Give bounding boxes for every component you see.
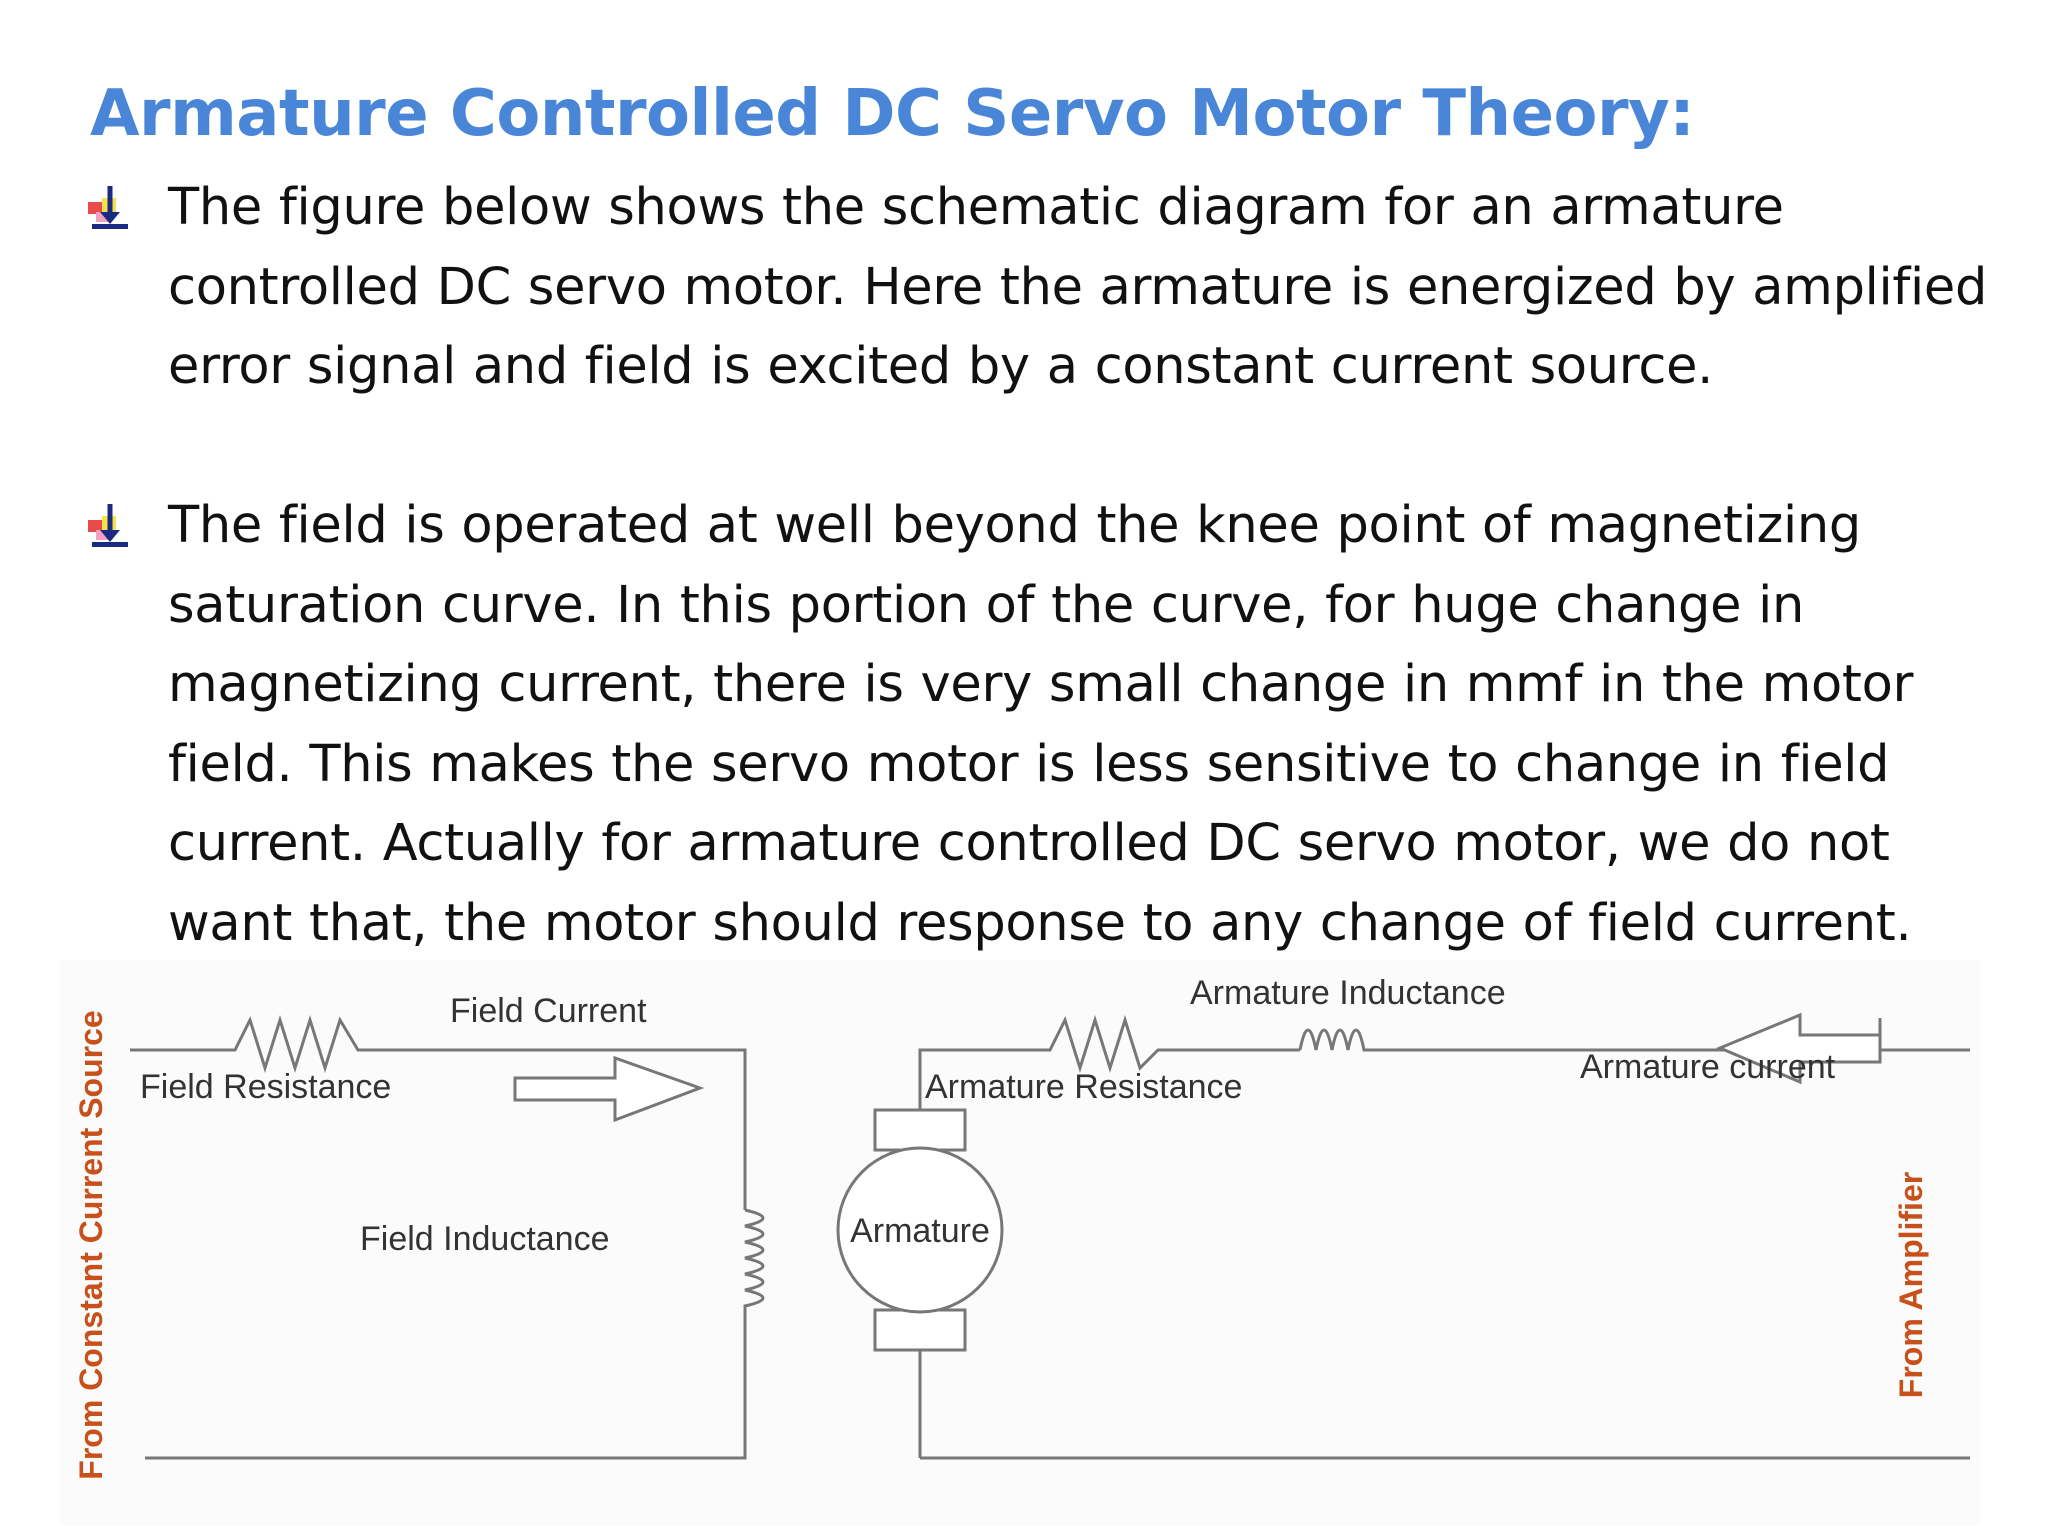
label-armature-resistance: Armature Resistance — [925, 1068, 1243, 1106]
armature-bottom-brush — [875, 1310, 965, 1350]
servo-motor-schematic — [60, 960, 1980, 1525]
label-armature-current: Armature current — [1580, 1048, 1836, 1086]
label-field-resistance: Field Resistance — [140, 1068, 392, 1106]
label-armature-inductance: Armature Inductance — [1190, 974, 1506, 1012]
bullet-text: The field is operated at well beyond the knee point of magnetizing saturation curve. In this portion of the curve, for huge change in magnetizing current, there is very small change in mmf in the motor field. This makes the servo motor is less sensitive to change in field current. Actually for armature controlled DC servo motor, we do not want that, the motor should response to any change of field current. — [168, 496, 1914, 953]
label-left-source: From Constant Current Source — [73, 1010, 109, 1480]
diagram-background — [60, 960, 1980, 1525]
label-field-inductance: Field Inductance — [360, 1220, 610, 1258]
label-field-current: Field Current — [450, 992, 647, 1030]
bullet-arrow-icon — [86, 500, 138, 552]
armature-top-brush — [875, 1110, 965, 1150]
label-right-source: From Amplifier — [1893, 1171, 1929, 1399]
slide-title: Armature Controlled DC Servo Motor Theory: — [90, 77, 1695, 151]
bullet-text: The figure below shows the schematic diagram for an armature controlled DC servo motor. Here the armature is energized by amplified error signal and field is excited by a constant current source. — [168, 178, 1988, 396]
label-armature: Armature — [850, 1212, 990, 1250]
bullet-arrow-icon — [86, 182, 138, 234]
